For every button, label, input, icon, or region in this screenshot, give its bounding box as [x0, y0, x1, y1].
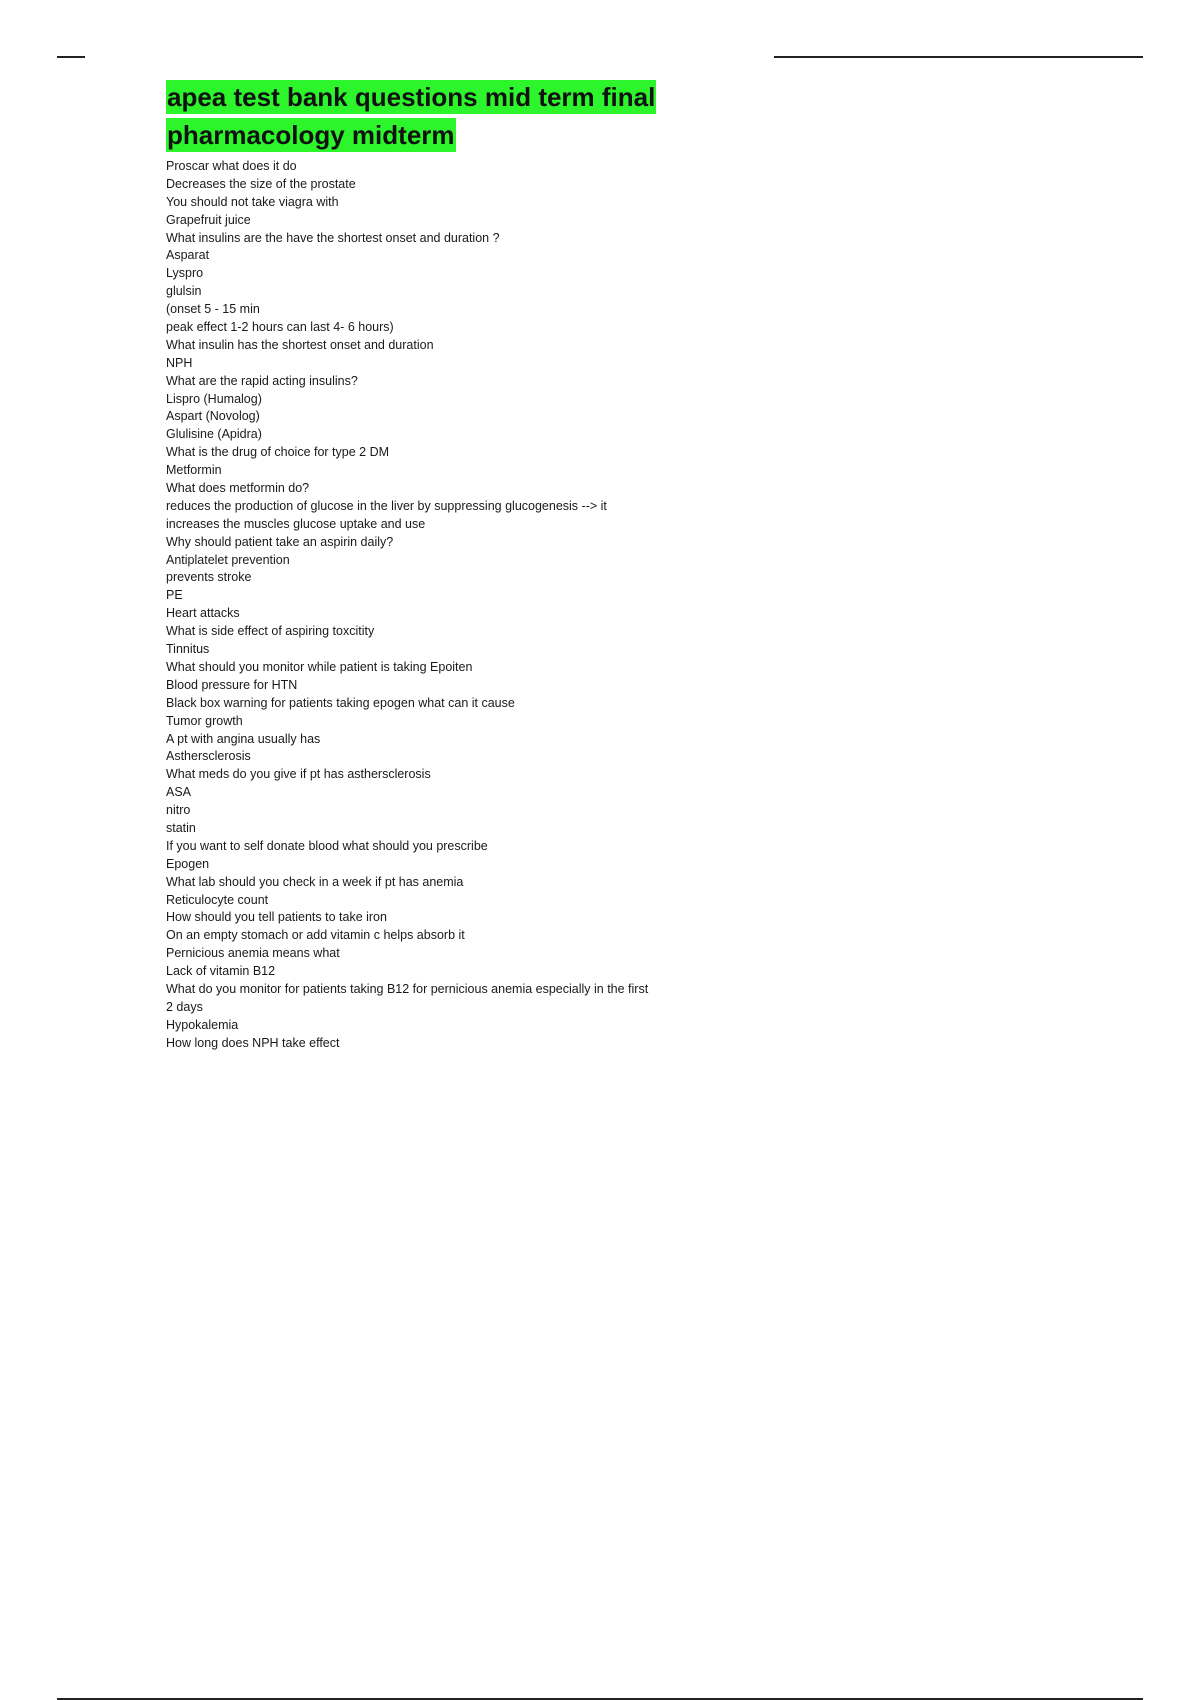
text-line: Grapefruit juice [166, 212, 251, 227]
title-line-2: pharmacology midterm [167, 120, 455, 150]
text-line: What lab should you check in a week if pt has anemia [166, 874, 464, 889]
text-line: If you want to self donate blood what should you prescribe [166, 838, 488, 853]
text-line: nitro [166, 803, 191, 818]
text-line: Black box warning for patients taking epogen what can it cause [166, 695, 515, 710]
question-answer-list [166, 158, 726, 1053]
text-line: statin [166, 820, 196, 835]
text-line: What insulin has the shortest onset and duration [166, 337, 434, 352]
header-rule-right [774, 56, 1143, 58]
text-line: Metformin [166, 463, 222, 478]
title-line-1: apea test bank questions mid term final [167, 82, 656, 112]
text-line: Asparat [166, 248, 210, 263]
text-line: How long does NPH take effect [166, 1035, 340, 1050]
text-line: What does metformin do? [166, 481, 310, 496]
text-line: Reticulocyte count [166, 892, 269, 907]
text-line: What do you monitor for patients taking B12 for pernicious anemia especially in the first [166, 981, 649, 996]
text-line: Proscar what does it do [166, 159, 297, 173]
text-line: Pernicious anemia means what [166, 946, 340, 961]
text-line: peak effect 1-2 hours can last 4- 6 hours) [166, 320, 394, 335]
text-line: prevents stroke [166, 570, 252, 585]
text-line: Lack of vitamin B12 [166, 964, 276, 979]
text-line: Hypokalemia [166, 1017, 239, 1032]
text-line: Glulisine (Apidra) [166, 427, 262, 442]
text-line: Antiplatelet prevention [166, 552, 290, 567]
text-line: Decreases the size of the prostate [166, 176, 356, 191]
text-line: Tinnitus [166, 642, 210, 657]
text-line: Blood pressure for HTN [166, 677, 298, 692]
header-rule-left [57, 56, 85, 58]
text-line: 2 days [166, 999, 203, 1014]
text-line: Lyspro [166, 266, 204, 281]
document-title [166, 80, 726, 152]
text-line: What should you monitor while patient is taking Epoiten [166, 659, 473, 674]
text-line: How should you tell patients to take iron [166, 910, 387, 925]
text-line: ASA [166, 785, 192, 800]
text-line: Tumor growth [166, 713, 243, 728]
text-line: (onset 5 - 15 min [166, 302, 260, 317]
text-line: Why should patient take an aspirin daily? [166, 534, 394, 549]
text-line: What are the rapid acting insulins? [166, 373, 358, 388]
text-line: Heart attacks [166, 606, 240, 621]
text-line: Aspart (Novolog) [166, 409, 260, 424]
text-line: On an empty stomach or add vitamin c helps absorb it [166, 928, 465, 943]
text-line: A pt with angina usually has [166, 731, 321, 746]
text-line: glulsin [166, 284, 202, 299]
document-body [166, 80, 726, 1053]
text-line: reduces the production of glucose in the liver by suppressing glucogenesis --> it [166, 498, 607, 513]
text-line: What insulins are the have the shortest onset and duration ? [166, 230, 500, 245]
text-line: You should not take viagra with [166, 194, 339, 209]
text-line: What is the drug of choice for type 2 DM [166, 445, 390, 460]
text-line: Asthersclerosis [166, 749, 251, 764]
text-line: PE [166, 588, 183, 603]
text-line: NPH [166, 355, 193, 370]
text-line: Lispro (Humalog) [166, 391, 262, 406]
text-line: What meds do you give if pt has asthersclerosis [166, 767, 431, 782]
text-line: increases the muscles glucose uptake and use [166, 516, 426, 531]
text-line: What is side effect of aspiring toxcitity [166, 624, 375, 639]
text-line: Epogen [166, 856, 210, 871]
